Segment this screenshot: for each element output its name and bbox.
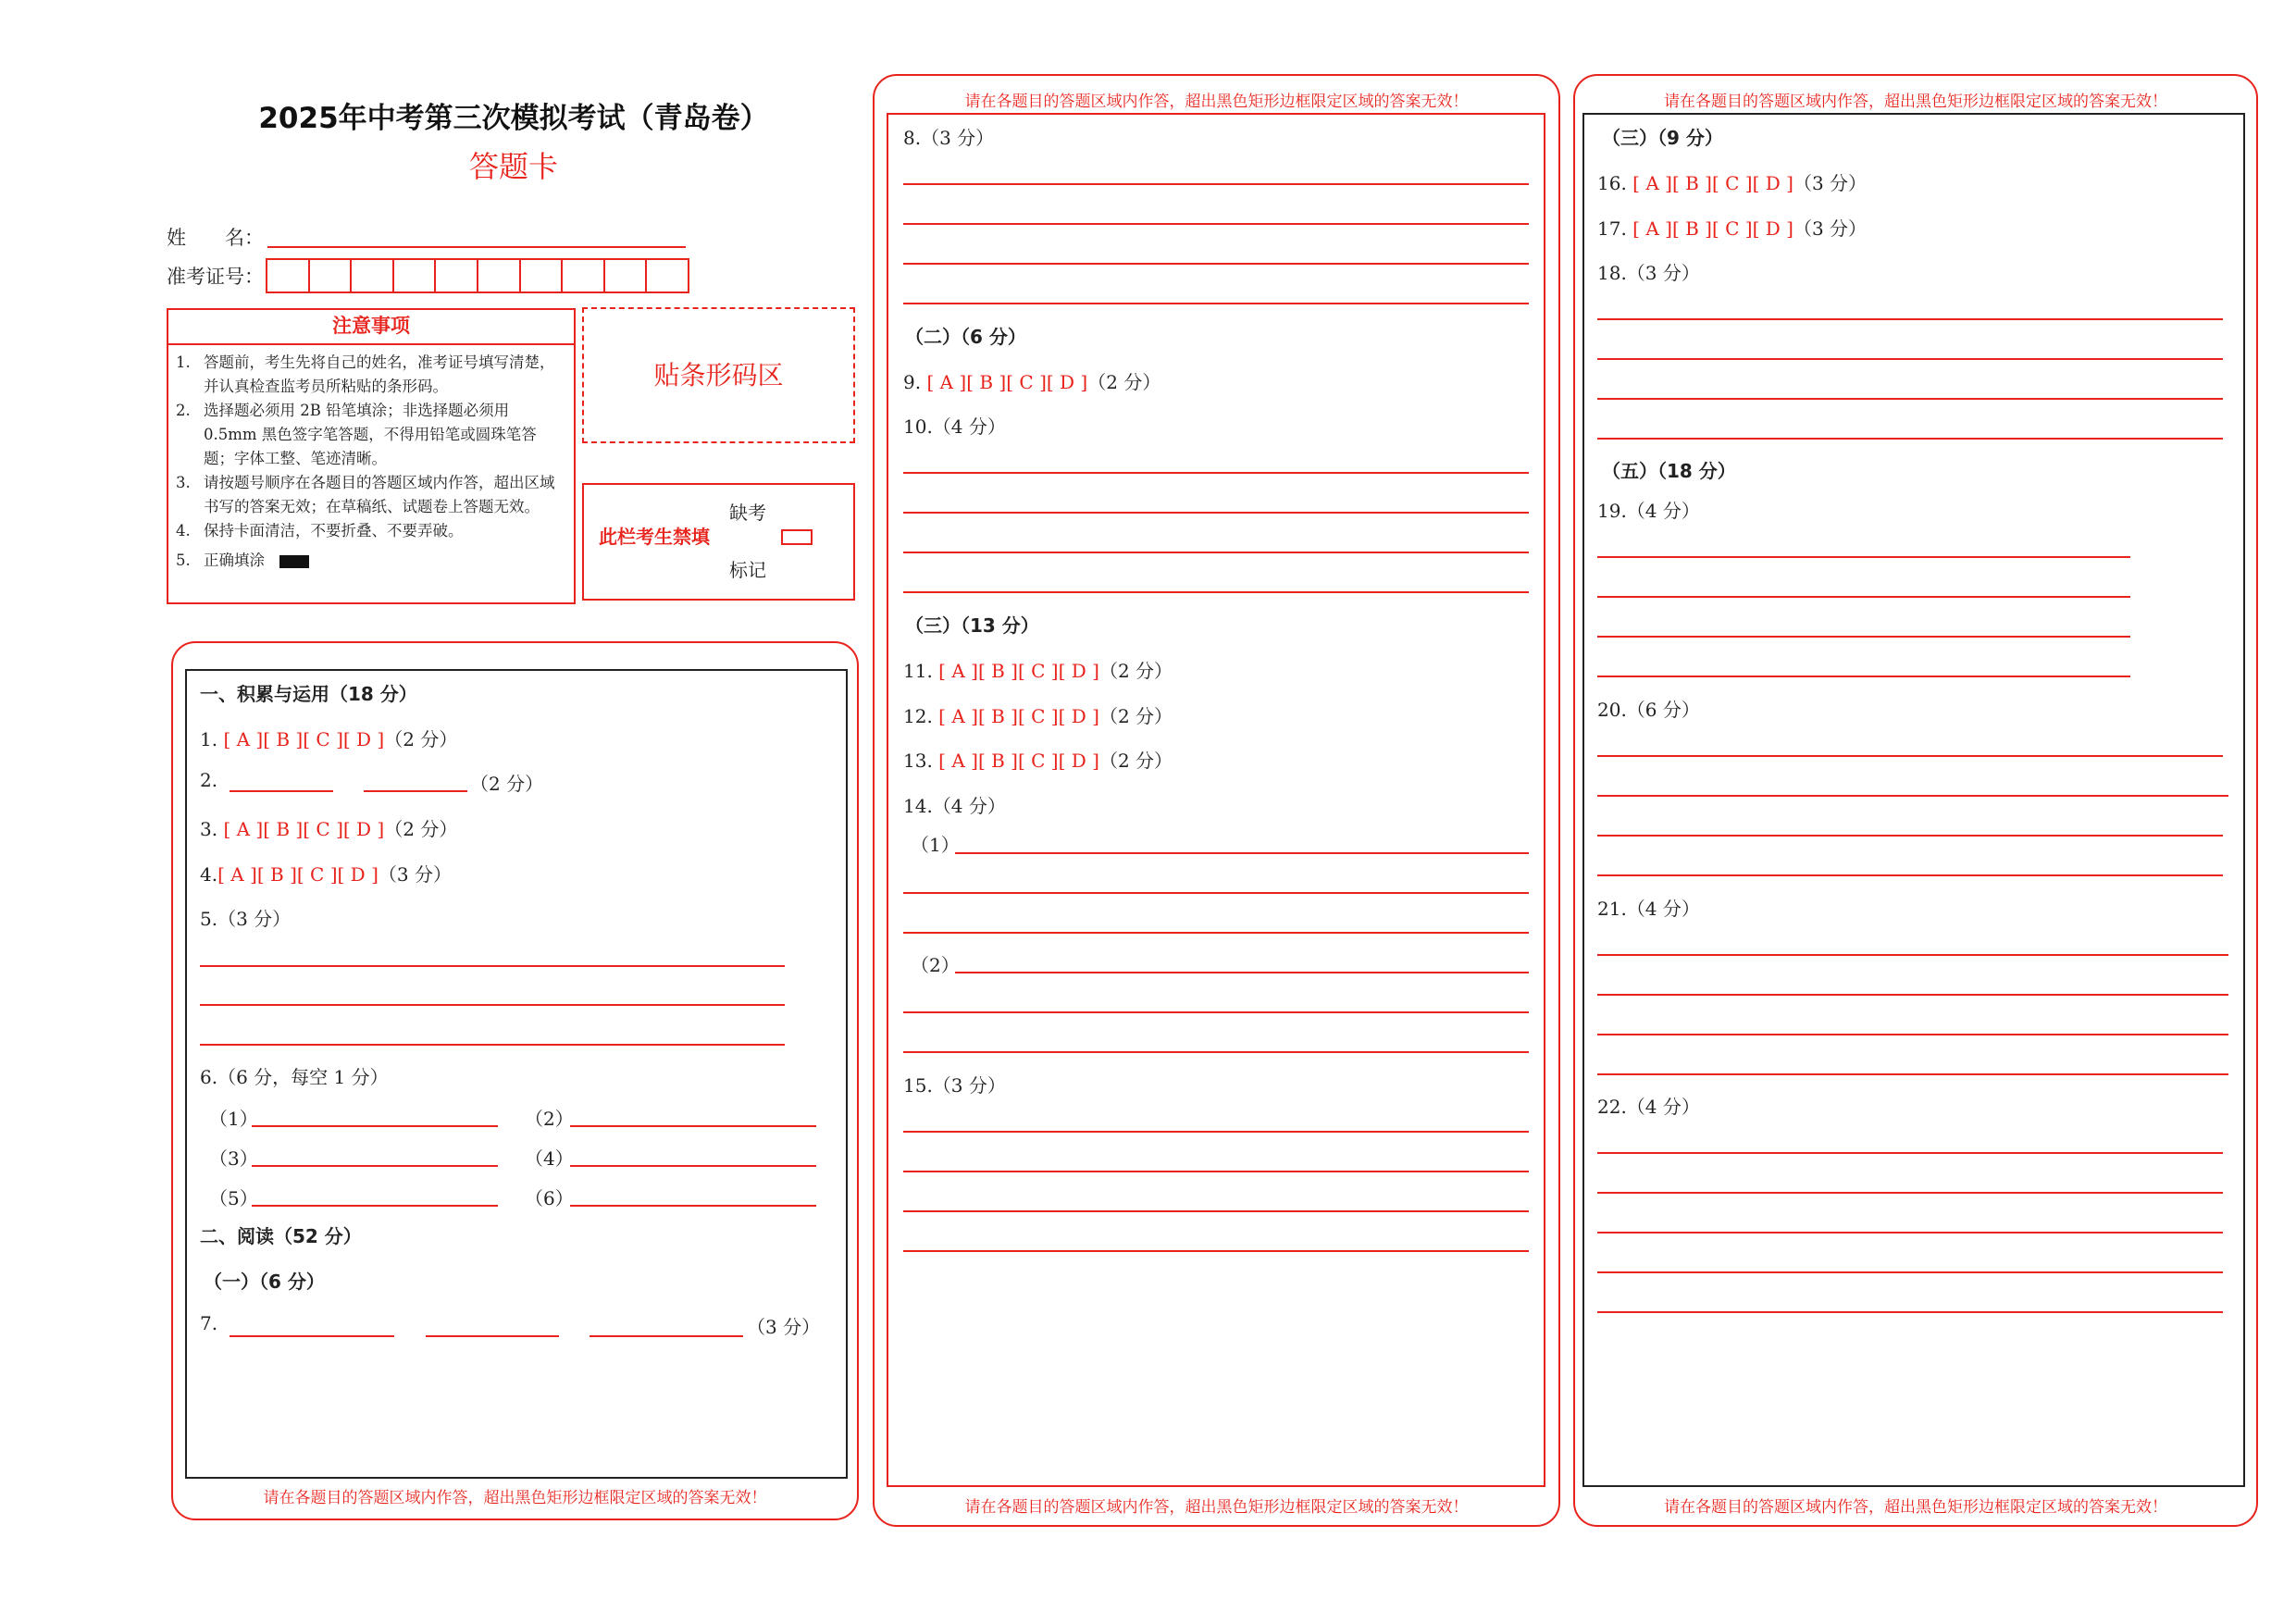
choice-b[interactable]: [ B ] [966,371,1007,393]
question-12: 12. [ A ][ B ][ C ][ D ]（2 分） [903,705,1173,727]
exam-id-grid[interactable] [266,258,689,293]
warning-text: 请在各题目的答题区域内作答，超出黑色矩形边框限定区域的答案无效！ [964,93,1469,111]
mark-label: 标记 [729,559,766,581]
question-4: 4.[ A ][ B ][ C ][ D ]（3 分） [200,863,452,886]
answer-line[interactable] [200,1004,785,1006]
notice-title: 注意事项 [168,310,574,345]
answer-line[interactable] [252,1165,498,1167]
question-2-points: （2 分） [470,773,544,795]
blank-label: （2） [525,1108,574,1130]
answer-line[interactable] [1597,1271,2223,1273]
section-title: 二、阅读（52 分） [200,1225,362,1247]
answer-line[interactable] [955,852,1529,854]
blank-label: （4） [525,1147,574,1170]
choice-a[interactable]: [ A ] [217,863,257,886]
answer-line[interactable] [1597,556,2130,558]
choice-b[interactable]: [ B ] [256,863,297,886]
question-13: 13. [ A ][ B ][ C ][ D ]（2 分） [903,750,1173,772]
part-label: （2） [911,954,960,976]
id-box[interactable] [352,260,394,291]
choice-c[interactable]: [ C ] [1006,371,1047,393]
answer-line[interactable] [1597,755,2223,757]
answer-line[interactable] [903,303,1529,304]
choice-a[interactable]: [ A ] [938,705,978,727]
notice-list [168,345,574,573]
choice-d[interactable]: [ D ] [342,818,385,840]
answer-line[interactable] [903,1051,1529,1053]
id-box[interactable] [394,260,437,291]
answer-line[interactable] [1597,596,2130,598]
answer-line[interactable] [1597,358,2223,360]
answer-line[interactable] [1597,1192,2223,1194]
choice-b[interactable]: [ B ] [263,818,304,840]
answer-line[interactable] [252,1125,498,1127]
notice-item: 1. 答题前，考生先将自己的姓名，准考证号填写清楚，并认真检查监考员所粘贴的条形码。 [176,353,555,395]
question-22: 22.（4 分） [1597,1096,1700,1118]
answer-line[interactable] [1597,1152,2223,1154]
choice-d[interactable]: [ D ] [1058,705,1099,727]
answer-line[interactable] [1597,398,2223,400]
answer-line[interactable] [1597,1232,2223,1233]
absent-mark-box [582,483,855,601]
choice-b[interactable]: [ B ] [977,750,1018,772]
question-6: 6.（6 分，每空 1 分） [200,1066,389,1088]
choice-a[interactable]: [ A ] [938,660,978,682]
subsection-title: （五）（18 分） [1602,460,1736,482]
answer-line[interactable] [1597,874,2223,876]
choice-d[interactable]: [ D ] [337,863,379,886]
question-14: 14.（4 分） [903,795,1006,817]
question-7-points: （3 分） [747,1316,821,1338]
question-10: 10.（4 分） [903,415,1006,438]
answer-line[interactable] [903,892,1529,894]
answer-line[interactable] [903,263,1529,265]
question-19: 19.（4 分） [1597,500,1700,522]
answer-line[interactable] [1597,1311,2223,1313]
notice-box [167,308,576,604]
choice-b[interactable]: [ B ] [977,660,1018,682]
blank-label: （1） [209,1108,258,1130]
filled-mark-sample [279,555,309,568]
choice-c[interactable]: [ C ] [296,863,338,886]
answer-line[interactable] [1597,795,2228,797]
choice-c[interactable]: [ C ] [1711,172,1753,194]
question-11: 11. [ A ][ B ][ C ][ D ]（2 分） [903,660,1173,682]
choice-d[interactable]: [ D ] [1058,750,1099,772]
answer-line[interactable] [1597,835,2223,837]
choice-d[interactable]: [ D ] [342,728,385,750]
answer-line[interactable] [903,1210,1529,1212]
subsection-title: （二）（6 分） [905,326,1026,348]
choice-c[interactable]: [ C ] [1017,705,1059,727]
choice-c[interactable]: [ C ] [1017,660,1059,682]
warning-text: 请在各题目的答题区域内作答，超出黑色矩形边框限定区域的答案无效！ [1664,93,2167,111]
blank-label: （3） [209,1147,258,1170]
notice-item: 3. 请按题号顺序在各题目的答题区域内作答，超出区域书写的答案无效；在草稿纸、试题卷上答题无效。 [176,474,555,515]
notice-item: 4. 保持卡面清洁，不要折叠、不要弄破。 [176,522,464,539]
question-20: 20.（6 分） [1597,699,1700,721]
answer-line[interactable] [570,1125,816,1127]
question-7-label: 7. [200,1312,218,1334]
exam-title: 2025年中考第三次模拟考试（青岛卷） [258,102,769,135]
answer-line[interactable] [903,472,1529,474]
answer-line[interactable] [903,512,1529,514]
id-box[interactable] [478,260,521,291]
part-label: （1） [911,834,960,856]
answer-line[interactable] [1597,1034,2228,1035]
answer-line[interactable] [903,552,1529,553]
answer-line[interactable] [200,1044,785,1046]
answer-line[interactable] [590,1335,743,1337]
choice-a[interactable]: [ A ] [1632,172,1672,194]
choice-b[interactable]: [ B ] [977,705,1018,727]
choice-a[interactable]: [ A ] [223,728,264,750]
choice-b[interactable]: [ B ] [263,728,304,750]
name-field[interactable] [267,246,686,248]
question-18: 18.（3 分） [1597,262,1700,284]
choice-a[interactable]: [ A ] [223,818,264,840]
warning-text: 请在各题目的答题区域内作答，超出黑色矩形边框限定区域的答案无效！ [263,1489,767,1507]
subsection-title: （三）（13 分） [905,614,1039,637]
id-box[interactable] [605,260,648,291]
notice-item: 2. 选择题必须用 2B 铅笔填涂；非选择题必须用 0.5mm 黑色签字笔答题，不得用铅笔或圆珠笔答题；字体工整、笔迹清晰。 [176,402,537,467]
answer-line[interactable] [570,1205,816,1207]
warning-text: 请在各题目的答题区域内作答，超出黑色矩形边框限定区域的答案无效！ [1664,1498,2167,1517]
blank-label: （5） [209,1187,258,1209]
question-1: 1. [ A ][ B ][ C ][ D ]（2 分） [200,728,458,750]
exam-id-label: 准考证号： [167,266,264,288]
answer-line[interactable] [903,223,1529,225]
answer-line[interactable] [1597,676,2130,677]
choice-c[interactable]: [ C ] [303,728,343,750]
answer-line[interactable] [903,1171,1529,1172]
id-box[interactable] [521,260,564,291]
answer-line[interactable] [252,1205,498,1207]
choice-a[interactable]: [ A ] [1632,217,1672,240]
answer-line[interactable] [903,183,1529,185]
warning-text: 请在各题目的答题区域内作答，超出黑色矩形边框限定区域的答案无效！ [964,1498,1469,1517]
question-5: 5.（3 分） [200,908,292,930]
answer-line[interactable] [903,591,1529,593]
answer-line[interactable] [903,1131,1529,1133]
subsection-title: （三）（9 分） [1602,127,1723,149]
question-21: 21.（4 分） [1597,898,1700,920]
answer-line[interactable] [200,965,785,967]
answer-line[interactable] [1597,438,2223,440]
question-8: 8.（3 分） [903,127,995,149]
answer-sheet-subtitle: 答题卡 [468,149,558,184]
choice-d[interactable]: [ D ] [1752,172,1793,194]
choice-c[interactable]: [ C ] [1017,750,1059,772]
answer-line[interactable] [1597,636,2130,638]
answer-line[interactable] [364,790,467,792]
choice-b[interactable]: [ B ] [1671,217,1712,240]
answer-line[interactable] [570,1165,816,1167]
answer-line[interactable] [230,790,333,792]
choice-d[interactable]: [ D ] [1058,660,1099,682]
question-2-label: 2. [200,769,218,791]
id-box[interactable] [310,260,353,291]
id-box[interactable] [563,260,605,291]
answer-line[interactable] [903,932,1529,934]
name-label: 姓 名： [167,227,264,249]
question-3: 3. [ A ][ B ][ C ][ D ]（2 分） [200,818,458,840]
question-17: 17. [ A ][ B ][ C ][ D ]（3 分） [1597,217,1868,240]
choice-b[interactable]: [ B ] [1671,172,1712,194]
answer-line[interactable] [426,1335,559,1337]
id-box[interactable] [647,260,688,291]
id-box[interactable] [267,260,310,291]
section-title: 一、积累与运用（18 分） [200,683,417,705]
choice-a[interactable]: [ A ] [926,371,967,393]
answer-line[interactable] [1597,994,2228,996]
answer-line[interactable] [1597,318,2223,320]
answer-line[interactable] [903,1011,1529,1013]
choice-d[interactable]: [ D ] [1752,217,1793,240]
blank-label: （6） [525,1187,574,1209]
choice-c[interactable]: [ C ] [1711,217,1753,240]
no-fill-label: 此栏考生禁填 [599,526,710,548]
question-15: 15.（3 分） [903,1074,1006,1097]
answer-line[interactable] [1597,954,2228,956]
choice-c[interactable]: [ C ] [303,818,343,840]
notice-item: 5. 正确填涂 [176,549,566,573]
answer-line[interactable] [230,1335,394,1337]
answer-line[interactable] [955,972,1529,973]
question-9: 9. [ A ][ B ][ C ][ D ]（2 分） [903,371,1161,393]
absent-checkbox[interactable] [781,529,813,545]
answer-line[interactable] [1597,1073,2228,1075]
absent-label: 缺考 [729,502,766,524]
barcode-area: 贴条形码区 [582,307,855,443]
question-16: 16. [ A ][ B ][ C ][ D ]（3 分） [1597,172,1868,194]
id-box[interactable] [436,260,478,291]
subsection-title: （一）（6 分） [204,1271,325,1293]
answer-line[interactable] [903,1250,1529,1252]
choice-a[interactable]: [ A ] [938,750,978,772]
choice-d[interactable]: [ D ] [1046,371,1088,393]
